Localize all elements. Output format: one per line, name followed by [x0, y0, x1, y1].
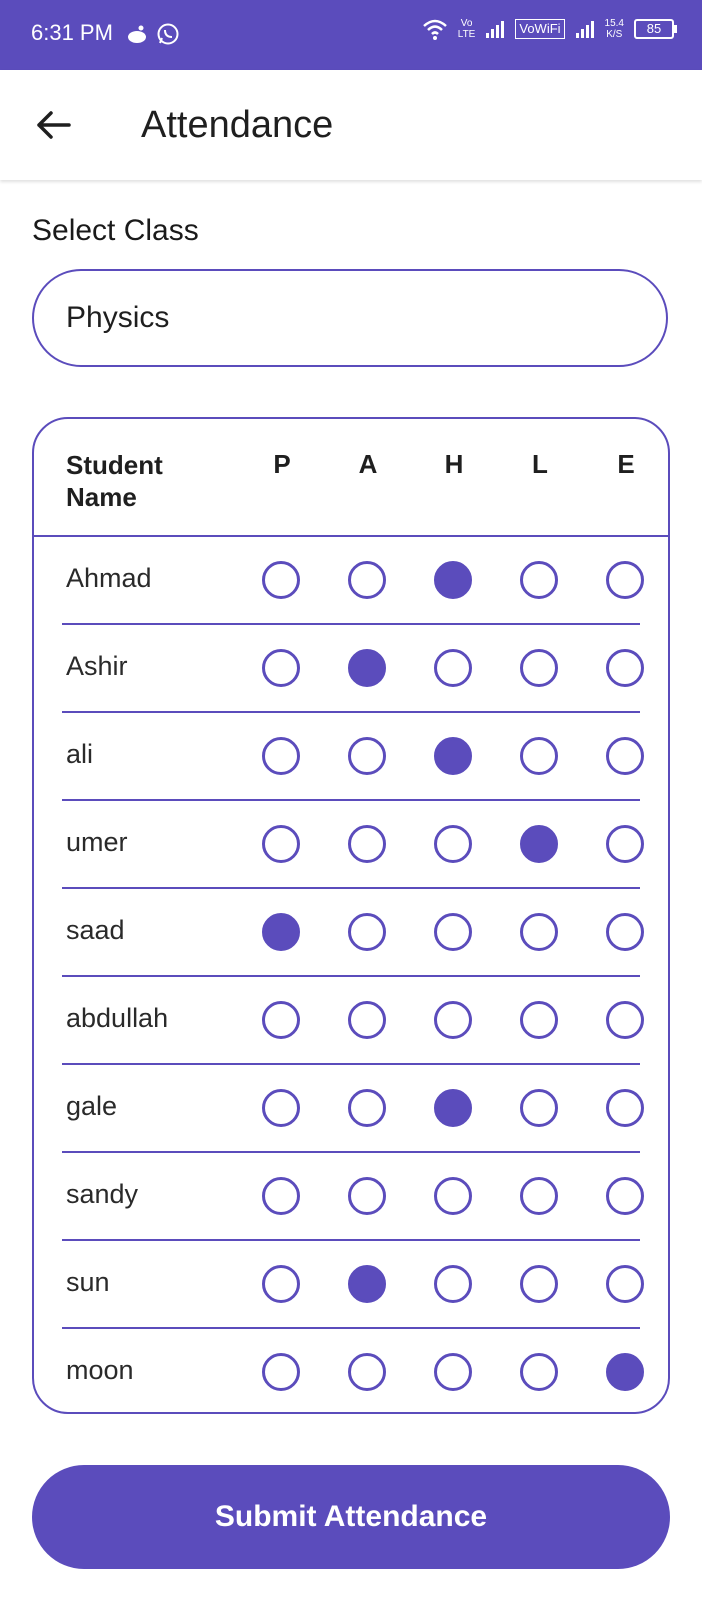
radio-l[interactable]: [520, 737, 558, 775]
student-name: gale: [66, 1091, 118, 1121]
notification-app-icon: [126, 24, 148, 44]
radio-a[interactable]: [348, 737, 386, 775]
status-notification-icons: [126, 22, 180, 46]
status-bar: [0, 0, 702, 70]
radio-p[interactable]: [262, 1001, 300, 1039]
wifi-icon: [422, 18, 448, 40]
radio-l[interactable]: [520, 1265, 558, 1303]
table-row: [34, 889, 668, 977]
arrow-left-icon: [35, 110, 71, 140]
radio-l[interactable]: [520, 913, 558, 951]
radio-h[interactable]: [434, 1177, 472, 1215]
signal-icon: [485, 19, 505, 39]
header-col-a: A: [358, 449, 378, 479]
table-row: [34, 977, 668, 1065]
radio-a[interactable]: [348, 649, 386, 687]
radio-l[interactable]: [520, 1177, 558, 1215]
radio-l[interactable]: [520, 825, 558, 863]
app-bar: [0, 70, 702, 180]
table-row: [34, 801, 668, 889]
student-name: abdullah: [66, 1003, 169, 1033]
signal-icon-2: [575, 19, 595, 39]
student-name: saad: [66, 915, 125, 945]
radio-h[interactable]: [434, 737, 472, 775]
radio-h[interactable]: [434, 913, 472, 951]
radio-p[interactable]: [262, 737, 300, 775]
table-body: [34, 537, 668, 1414]
vowifi-badge: VoWiFi: [515, 19, 564, 39]
radio-e[interactable]: [606, 737, 644, 775]
header-student-name: Student Name: [66, 450, 163, 512]
radio-a[interactable]: [348, 1089, 386, 1127]
table-row: [34, 713, 668, 801]
back-button[interactable]: [30, 102, 76, 148]
table-row: [34, 1241, 668, 1329]
radio-e[interactable]: [606, 561, 644, 599]
table-row: [34, 625, 668, 713]
student-name: umer: [66, 827, 128, 857]
radio-e[interactable]: [606, 1089, 644, 1127]
radio-h[interactable]: [434, 1001, 472, 1039]
radio-a[interactable]: [348, 1353, 386, 1391]
status-system-icons: [422, 18, 674, 40]
radio-p[interactable]: [262, 1089, 300, 1127]
table-row: [34, 537, 668, 625]
radio-h[interactable]: [434, 1353, 472, 1391]
header-col-p: P: [273, 449, 291, 479]
header-col-e: E: [617, 449, 635, 479]
radio-h[interactable]: [434, 1265, 472, 1303]
radio-l[interactable]: [520, 561, 558, 599]
radio-h[interactable]: [434, 1089, 472, 1127]
radio-l[interactable]: [520, 649, 558, 687]
radio-a[interactable]: [348, 825, 386, 863]
radio-l[interactable]: [520, 1089, 558, 1127]
network-speed-value: 15.4: [604, 18, 624, 29]
table-row: [34, 1065, 668, 1153]
radio-p[interactable]: [262, 561, 300, 599]
radio-e[interactable]: [606, 1001, 644, 1039]
page-title: Attendance: [141, 104, 334, 146]
radio-e[interactable]: [606, 825, 644, 863]
radio-h[interactable]: [434, 825, 472, 863]
select-class-label: Select Class: [32, 214, 199, 247]
radio-a[interactable]: [348, 561, 386, 599]
status-time: 6:31 PM: [31, 20, 113, 45]
student-name: moon: [66, 1355, 134, 1385]
radio-h[interactable]: [434, 561, 472, 599]
submit-attendance-button[interactable]: Submit Attendance: [32, 1465, 670, 1569]
radio-a[interactable]: [348, 1177, 386, 1215]
volte-vo-label: Vo: [460, 18, 473, 29]
radio-p[interactable]: [262, 649, 300, 687]
radio-a[interactable]: [348, 1265, 386, 1303]
radio-p[interactable]: [262, 913, 300, 951]
radio-e[interactable]: [606, 1353, 644, 1391]
header-col-h: H: [444, 449, 464, 479]
radio-e[interactable]: [606, 649, 644, 687]
student-name: Ashir: [66, 651, 128, 681]
radio-p[interactable]: [262, 1265, 300, 1303]
radio-a[interactable]: [348, 913, 386, 951]
table-header: [34, 419, 668, 537]
radio-a[interactable]: [348, 1001, 386, 1039]
radio-e[interactable]: [606, 1177, 644, 1215]
whatsapp-icon: [156, 22, 180, 46]
volte-lte-label: LTE: [457, 29, 476, 40]
table-row: [34, 1153, 668, 1241]
network-speed-unit: K/S: [606, 29, 623, 40]
radio-h[interactable]: [434, 649, 472, 687]
radio-p[interactable]: [262, 1177, 300, 1215]
table-row: [34, 1329, 668, 1414]
attendance-table: [32, 417, 670, 1414]
class-select-field[interactable]: Physics: [32, 269, 668, 367]
network-speed: [605, 18, 624, 40]
student-name: Ahmad: [66, 563, 152, 593]
radio-l[interactable]: [520, 1001, 558, 1039]
student-name: ali: [66, 739, 94, 769]
radio-l[interactable]: [520, 1353, 558, 1391]
radio-p[interactable]: [262, 1353, 300, 1391]
battery-icon: 85: [634, 19, 674, 39]
student-name: sun: [66, 1267, 110, 1297]
radio-e[interactable]: [606, 913, 644, 951]
header-col-l: L: [532, 449, 548, 479]
student-name: sandy: [66, 1179, 139, 1209]
volte-indicator: [458, 18, 476, 40]
radio-p[interactable]: [262, 825, 300, 863]
radio-e[interactable]: [606, 1265, 644, 1303]
